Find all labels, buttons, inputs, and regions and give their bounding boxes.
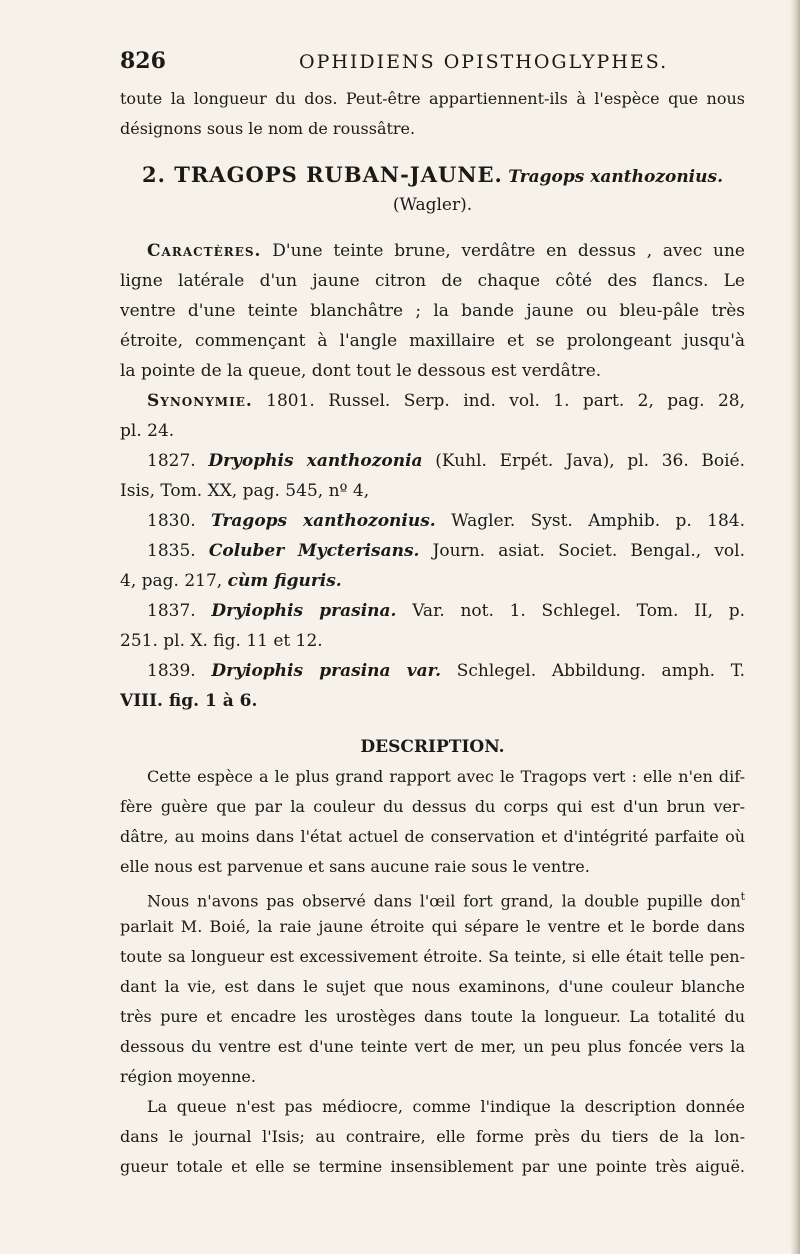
description-line: très pure et encadre les urostèges dans toute la longueur. La totalité du: [120, 1007, 745, 1026]
description-line: région moyenne.: [120, 1067, 256, 1086]
synonymie-line: 251. pl. X. fig. 11 et 12.: [120, 631, 323, 651]
entry-text: Wagler. Syst. Amphib. p. 184.: [451, 511, 746, 531]
entry-text: 4, pag. 217,: [120, 571, 223, 591]
species-author: (Wagler).: [392, 195, 473, 215]
intro-line: toute la longueur du dos. Peut-être appartiennent-ils à l'espèce que nous: [120, 89, 745, 108]
species-latin-name: Tragops xanthozonius.: [508, 167, 723, 187]
entry-taxon: Dryiophis prasina.: [211, 601, 397, 621]
description-text: Nous n'avons pas observé dans l'œil fort grand, la double pupille don: [147, 891, 741, 911]
entry-taxon: Tragops xanthozonius.: [211, 511, 436, 531]
spacer: [120, 144, 745, 160]
entry-text: Var. not. 1. Schlegel. Tom. II, p.: [412, 601, 746, 621]
synonymie-line: VIII. fig. 1 à 6.: [120, 691, 258, 711]
entry-year: 1837.: [147, 601, 196, 621]
synonymie-entry: [120, 656, 745, 686]
species-title: [120, 160, 745, 190]
description-heading: DESCRIPTION.: [360, 737, 505, 757]
entry-year: 1835.: [147, 541, 196, 561]
description-line: dans le journal l'Isis; au contraire, elle forme près du tiers de la lon-: [120, 1127, 745, 1146]
description-line: toute sa longueur est excessivement étroite. Sa teinte, si elle était telle pen-: [120, 947, 745, 966]
synonymie-entry: [120, 506, 745, 536]
characteres-line: la pointe de la queue, dont tout le dessous est verdâtre.: [120, 361, 602, 381]
spacer: [120, 716, 745, 732]
synonymie-label: Synonymie.: [147, 391, 253, 411]
page-header: [120, 48, 740, 82]
species-number-title: 2. TRAGOPS RUBAN-JAUNE.: [141, 162, 503, 187]
description-line: dessous du ventre est d'une teinte vert de mer, un peu plus foncée vers la: [120, 1037, 745, 1056]
characteres-line: [120, 236, 745, 266]
characteres-label: Caractères.: [147, 241, 262, 261]
synonymie-entry: [120, 446, 745, 476]
entry-taxon: Dryiophis prasina var.: [211, 661, 441, 681]
description-line: La queue n'est pas médiocre, comme l'indique la description donnée: [147, 1097, 745, 1116]
description-line: dant la vie, est dans le sujet que nous examinons, d'une couleur blanche: [120, 977, 745, 996]
characteres-line: étroite, commençant à l'angle maxillaire et se prolongeant jusqu'à: [120, 331, 745, 351]
entry-year: 1827.: [147, 451, 196, 471]
entry-text: Journ. asiat. Societ. Bengal., vol.: [432, 541, 745, 561]
synonymie-text: 1801. Russel. Serp. ind. vol. 1. part. 2, pag. 28,: [266, 391, 746, 411]
synonymie-entry: [120, 536, 745, 566]
superscript: t: [740, 890, 745, 903]
synonymie-line: Isis, Tom. XX, pag. 545, nº 4,: [120, 481, 370, 501]
entry-text: (Kuhl. Erpét. Java), pl. 36. Boié.: [435, 451, 746, 471]
characteres-text: D'une teinte brune, verdâtre en dessus , avec une: [272, 241, 745, 261]
description-line: parlait M. Boié, la raie jaune étroite qui sépare le ventre et le borde dans: [120, 917, 745, 936]
description-line: elle nous est parvenue et sans aucune raie sous le ventre.: [120, 857, 590, 876]
spacer: [120, 220, 745, 236]
characteres-line: ligne latérale d'un jaune citron de chaque côté des flancs. Le: [120, 271, 745, 291]
description-line: [120, 882, 745, 912]
description-line: dâtre, au moins dans l'état actuel de conservation et d'intégrité parfaite où: [120, 827, 745, 846]
description-line: gueur totale et elle se termine insensiblement par une pointe très aiguë.: [120, 1157, 745, 1176]
characteres-line: ventre d'une teinte blanchâtre ; la bande jaune ou bleu-pâle très: [120, 301, 745, 321]
synonymie-line: pl. 24.: [120, 421, 175, 441]
synonymie-line: [120, 386, 745, 416]
entry-taxon: Dryophis xanthozonia: [208, 451, 423, 471]
page-edge: [790, 0, 800, 1254]
entry-taxon: Coluber Mycterisans.: [208, 541, 420, 561]
entry-year: 1830.: [147, 511, 196, 531]
synonymie-line: [120, 566, 745, 596]
description-line: Cette espèce a le plus grand rapport avec le Tragops vert : elle n'en dif-: [147, 767, 745, 786]
entry-note: cùm figuris.: [227, 571, 342, 591]
page-number: 826: [120, 48, 166, 74]
text-block: [120, 84, 745, 1182]
running-head: OPHIDIENS OPISTHOGLYPHES.: [299, 51, 669, 73]
description-line: fère guère que par la couleur du dessus du corps qui est d'un brun ver-: [120, 797, 745, 816]
synonymie-entry: [120, 596, 745, 626]
intro-line: désignons sous le nom de roussâtre.: [120, 119, 416, 138]
entry-text: Schlegel. Abbildung. amph. T.: [456, 661, 746, 681]
entry-year: 1839.: [147, 661, 196, 681]
